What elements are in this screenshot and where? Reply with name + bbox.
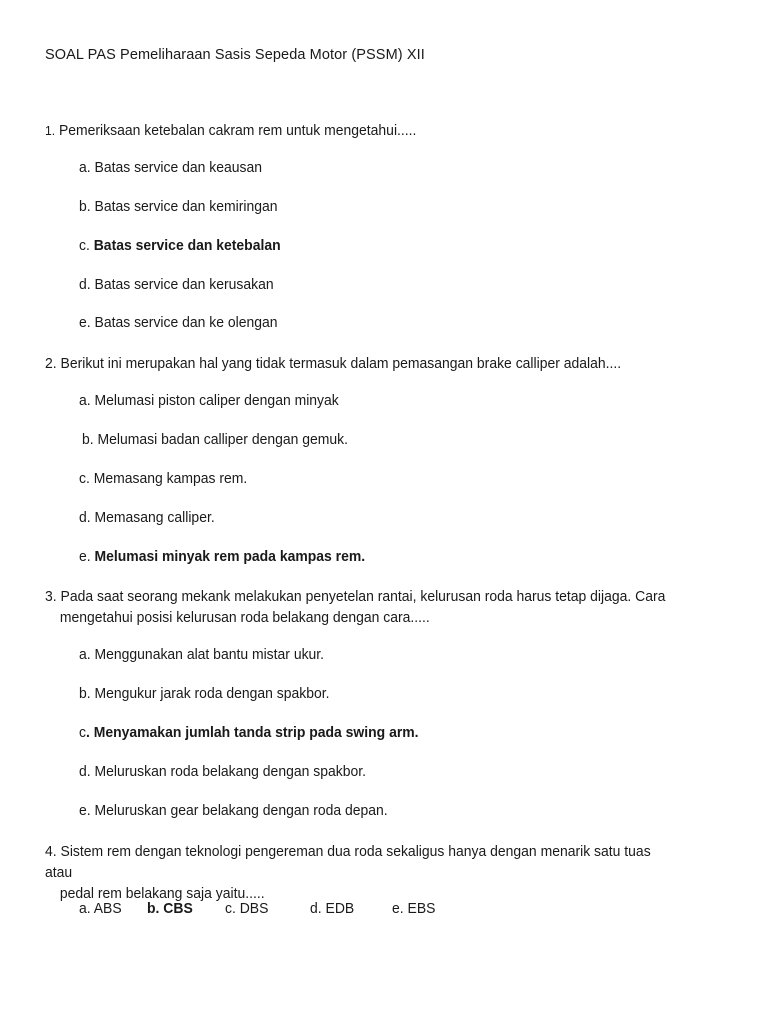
option-text: DBS [239, 900, 269, 917]
question-1 [45, 120, 677, 141]
question-number: 2. [45, 355, 57, 372]
option-text: Melumasi piston caliper dengan minyak [94, 392, 339, 409]
option-1e [79, 314, 278, 331]
option-1c-answer [79, 237, 281, 254]
option-letter: d. [310, 900, 322, 917]
option-letter: d. [79, 276, 91, 293]
option-2d [79, 509, 215, 526]
option-3d [79, 763, 366, 780]
option-1a [79, 159, 262, 176]
option-4b-answer [147, 900, 193, 917]
option-letter: d. [79, 763, 91, 780]
option-text: EDB [325, 900, 355, 917]
option-text: Memasang calliper. [94, 509, 215, 526]
option-text: CBS [163, 900, 193, 917]
option-3e [79, 802, 388, 819]
question-text: Pemeriksaan ketebalan cakram rem untuk mengetahui..... [58, 122, 417, 139]
option-3c-answer [79, 724, 419, 741]
option-letter: e. [79, 802, 91, 819]
question-text-line1: Sistem rem dengan teknologi pengereman dua roda sekaligus hanya dengan menarik satu tuas atau [45, 843, 651, 881]
option-letter: c. [225, 900, 236, 917]
option-text: Batas service dan kerusakan [94, 276, 274, 293]
option-text: Melumasi minyak rem pada kampas rem. [94, 548, 366, 565]
question-text-line1: Pada saat seorang mekank melakukan penyetelan rantai, kelurusan roda harus tetap dijaga. Cara [60, 588, 666, 605]
question-number: 1. [45, 123, 56, 138]
option-letter: c. [79, 470, 90, 487]
option-letter: c [79, 724, 86, 741]
question-text-line2: mengetahui posisi kelurusan roda belakang dengan cara..... [59, 609, 430, 626]
option-text: Batas service dan kemiringan [94, 198, 278, 215]
option-text: . Menyamakan jumlah tanda strip pada swing arm. [85, 724, 419, 741]
question-4 [45, 841, 677, 904]
option-text: Menggunakan alat bantu mistar ukur. [94, 646, 325, 663]
option-letter: b. [82, 431, 94, 448]
option-text: Meluruskan gear belakang dengan roda depan. [94, 802, 388, 819]
option-1b [79, 198, 278, 215]
option-letter: b. [79, 685, 91, 702]
option-2e-answer [79, 548, 365, 565]
question-text-line2: pedal rem belakang saja yaitu..... [59, 885, 265, 902]
option-text: Batas service dan keausan [94, 159, 263, 176]
option-4c [225, 900, 268, 917]
option-text: ABS [93, 900, 122, 917]
option-letter: a. [79, 392, 91, 409]
question-2 [45, 353, 677, 374]
option-letter: e. [392, 900, 404, 917]
option-text: Melumasi badan calliper dengan gemuk. [97, 431, 348, 448]
option-letter: e. [79, 314, 91, 331]
option-letter: b. [147, 900, 160, 917]
option-2c [79, 470, 247, 487]
option-4a [79, 900, 122, 917]
option-text: Batas service dan ketebalan [93, 237, 281, 254]
option-2a [79, 392, 339, 409]
question-3 [45, 586, 677, 628]
option-letter: d. [79, 509, 91, 526]
option-letter: a. [79, 159, 91, 176]
option-text: Mengukur jarak roda dengan spakbor. [94, 685, 330, 702]
option-letter: a. [79, 900, 91, 917]
option-letter: e. [79, 548, 91, 565]
option-letter: c. [79, 237, 90, 254]
option-text: EBS [407, 900, 436, 917]
option-letter: b. [79, 198, 91, 215]
question-text: Berikut ini merupakan hal yang tidak termasuk dalam pemasangan brake calliper adalah.... [60, 355, 622, 372]
option-text: Batas service dan ke olengan [94, 314, 278, 331]
option-4e [392, 900, 435, 917]
question-number: 4. [45, 843, 57, 860]
option-text: Meluruskan roda belakang dengan spakbor. [94, 763, 366, 780]
option-text: Memasang kampas rem. [93, 470, 248, 487]
option-1d [79, 276, 274, 293]
option-3b [79, 685, 330, 702]
question-number: 3. [45, 588, 57, 605]
option-4d [310, 900, 354, 917]
option-2b [82, 431, 348, 448]
document-title: SOAL PAS Pemeliharaan Sasis Sepeda Motor (PSSM) XII [45, 47, 425, 63]
option-3a [79, 646, 324, 663]
option-letter: a. [79, 646, 91, 663]
